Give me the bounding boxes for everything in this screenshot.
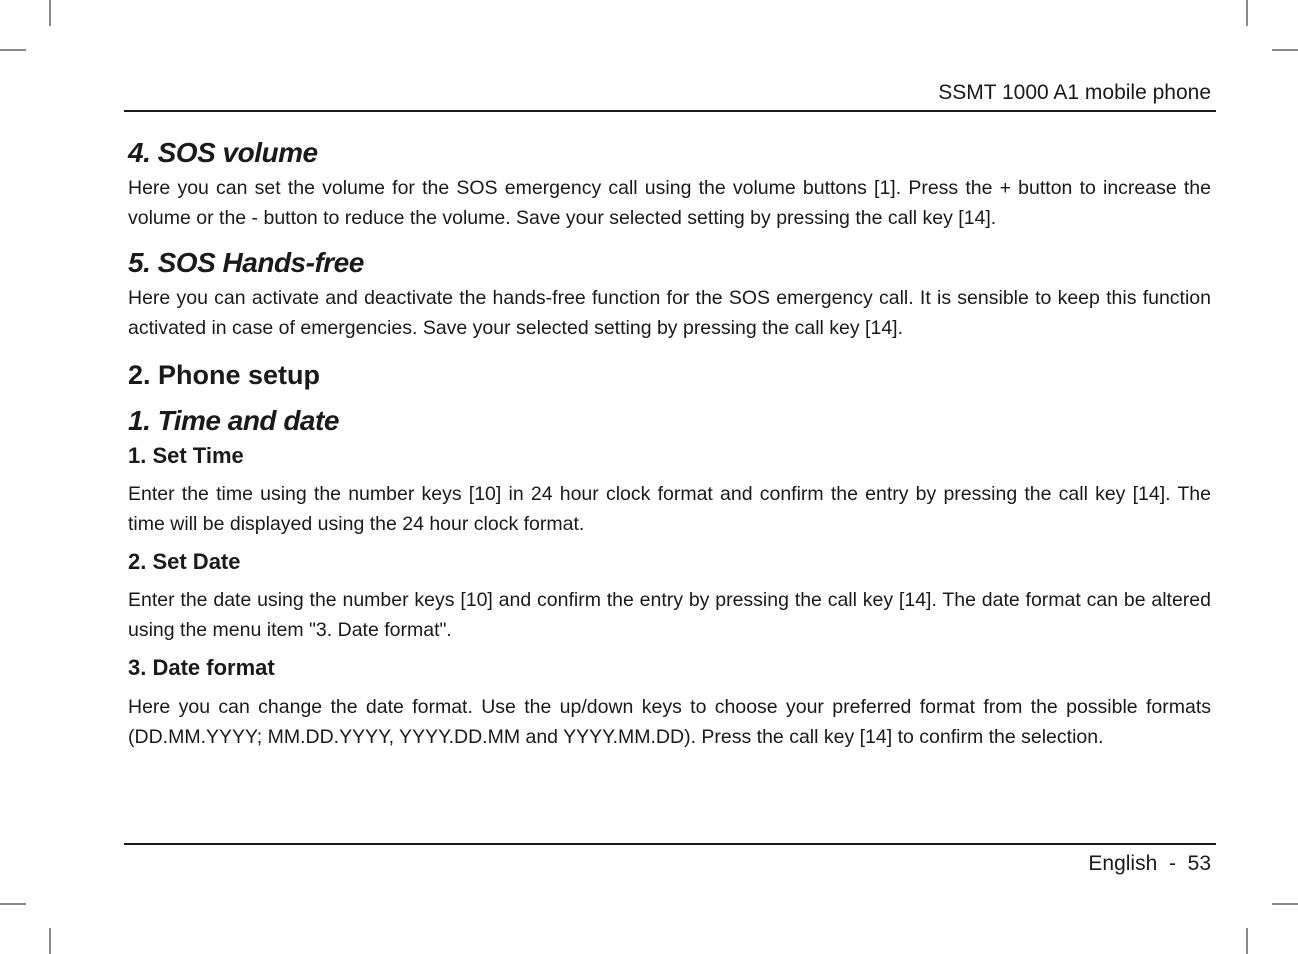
- header-rule: [124, 110, 1216, 112]
- crop-mark-top-left-h: [0, 49, 26, 51]
- crop-mark-bottom-right-h: [1272, 903, 1298, 905]
- footer-language: English: [1088, 852, 1158, 875]
- paragraph-set-date: Enter the date using the number keys [10] and confirm the entry by pressing the call key [14]. The date format can be altered using the menu item "3. Date format".: [128, 589, 1211, 641]
- section-heading-phone-setup: 2. Phone setup: [128, 360, 321, 390]
- footer-separator: -: [1168, 852, 1176, 875]
- footer-rule: [124, 843, 1216, 845]
- page-footer: [1088, 852, 1211, 876]
- page-body: [128, 133, 1211, 752]
- running-header: SSMT 1000 A1 mobile phone: [938, 81, 1211, 104]
- subheading-sos-hands-free: 5. SOS Hands-free: [128, 247, 364, 278]
- paragraph-set-time: Enter the time using the number keys [10] in 24 hour clock format and confirm the entry by pressing the call key [14]. The time will be displayed using the 24 hour clock format.: [128, 483, 1211, 535]
- paragraph-sos-hands-free: Here you can activate and deactivate the hands-free function for the SOS emergency call. It is sensible to keep this function activated in case of emergencies. Save your selected setting by pressing the call key [14].: [128, 287, 1211, 339]
- subheading-sos-volume: 4. SOS volume: [128, 137, 318, 168]
- crop-mark-bottom-right: [1246, 928, 1248, 954]
- crop-mark-bottom-left-h: [0, 903, 26, 905]
- crop-mark-top-right: [1246, 0, 1248, 26]
- page-number: 53: [1187, 852, 1211, 875]
- step-heading-set-date: 2. Set Date: [128, 549, 241, 574]
- step-heading-date-format: 3. Date format: [128, 655, 275, 680]
- paragraph-date-format: Here you can change the date format. Use the up/down keys to choose your preferred format from the possible formats (DD.MM.YYYY; MM.DD.YYYY, YYYY.DD.MM and YYYY.MM.DD). Press the call key [14] to confirm the selection.: [128, 696, 1211, 748]
- paragraph-sos-volume: Here you can set the volume for the SOS emergency call using the volume buttons [1]. Press the + button to increase the volume or the - button to reduce the volume. Save your selected setting by pressing the call key [14].: [128, 177, 1211, 229]
- step-heading-set-time: 1. Set Time: [128, 443, 244, 468]
- crop-mark-bottom-left: [49, 928, 51, 954]
- subheading-time-and-date: 1. Time and date: [128, 405, 339, 436]
- crop-mark-top-right-h: [1272, 49, 1298, 51]
- crop-mark-top-left: [49, 0, 51, 26]
